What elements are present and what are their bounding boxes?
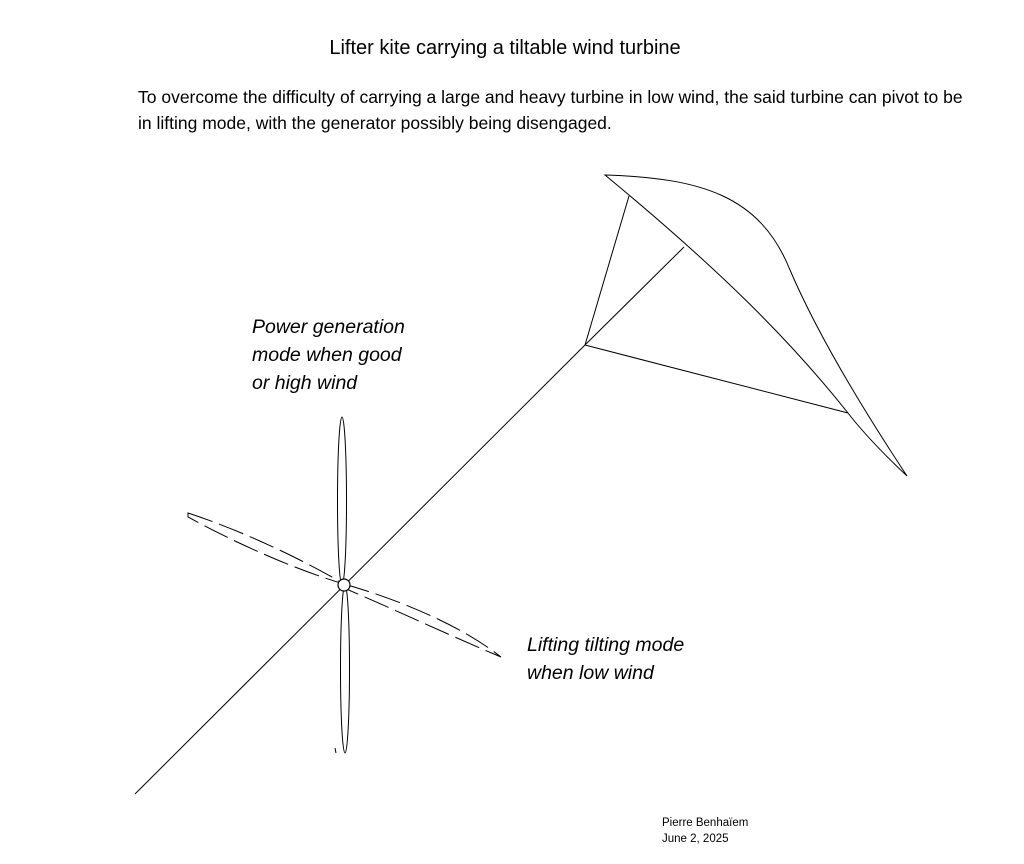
author-date: June 2, 2025 bbox=[662, 833, 729, 845]
power-mode-label-line: mode when good bbox=[252, 344, 402, 366]
author-name: Pierre Benhaïem bbox=[662, 817, 749, 829]
kite-bridle-line-bottom bbox=[585, 345, 848, 413]
turbine-hub-pivot bbox=[338, 579, 350, 591]
diagram-title: Lifter kite carrying a tiltable wind turbine bbox=[329, 37, 681, 59]
turbine-blade-upper bbox=[338, 417, 347, 585]
lifting-mode-label-line: Lifting tilting mode bbox=[527, 634, 685, 656]
author-signature bbox=[662, 815, 748, 847]
intro-text: To overcome the difficulty of carrying a large and heavy turbine in low wind, the said turbine can pivot to be in lifting mode, with the generator possibly being disengaged. bbox=[138, 87, 963, 133]
tilted-blade-right bbox=[344, 584, 501, 657]
kite-canopy bbox=[605, 175, 907, 476]
lifting-mode-label-line: when low wind bbox=[527, 662, 654, 684]
lifter-kite bbox=[585, 175, 907, 476]
tilted-blade-left bbox=[188, 513, 344, 584]
power-mode-label bbox=[252, 313, 405, 397]
power-mode-label-line: Power generation bbox=[252, 316, 405, 338]
tether-line bbox=[135, 345, 585, 794]
turbine-blade-lower bbox=[341, 585, 350, 753]
power-mode-label-line: or high wind bbox=[252, 372, 358, 394]
turbine-blade-tip-mark bbox=[335, 748, 336, 753]
lifting-mode-label bbox=[527, 631, 684, 687]
